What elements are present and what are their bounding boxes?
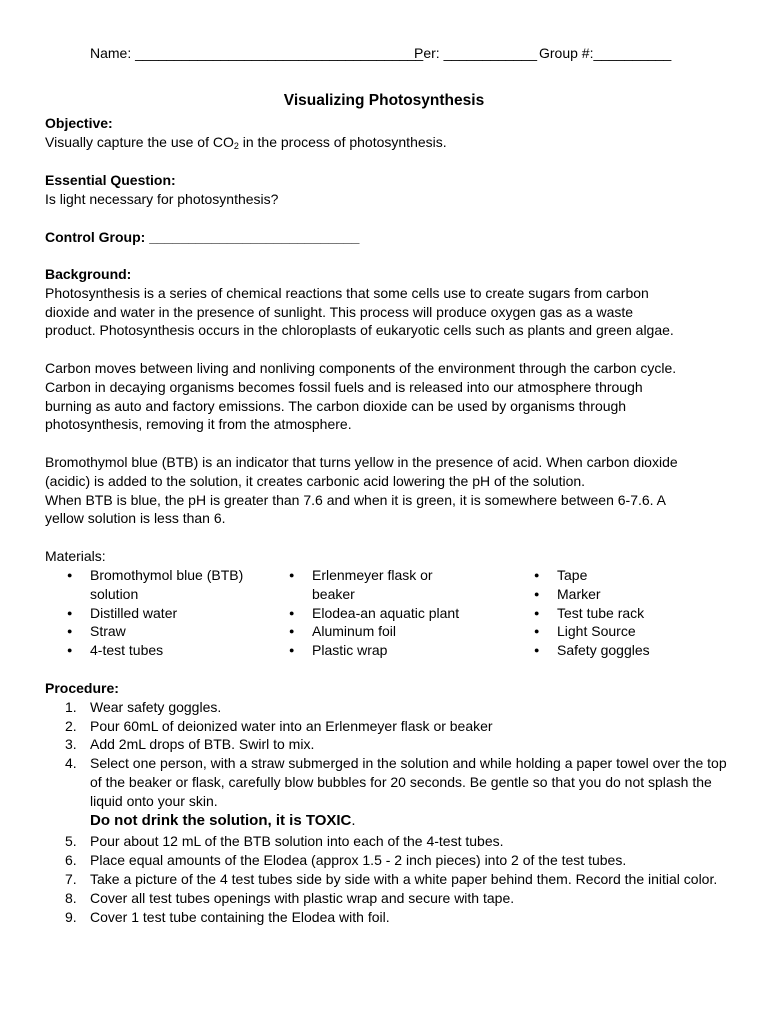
background-section <box>45 265 735 528</box>
list-item: ● Tape <box>512 566 712 585</box>
control-group-label: Control Group: ___________________________ <box>45 229 360 245</box>
background-paragraph-1: Photosynthesis is a series of chemical reactions that some cells use to create sugars from carbon dioxide and water in the presence of sunlight. This process will produce oxygen gas as a waste product. Photosynthesis occurs in the chloroplasts of eukaryotic cells such as plants and green algae. <box>45 284 674 339</box>
group-field: Group #:__________ <box>539 45 672 61</box>
list-item: ● Test tube rack <box>512 604 712 623</box>
procedure-steps-a <box>45 698 735 811</box>
list-item: 2. Pour 60mL of deionized water into an Erlenmeyer flask or beaker <box>65 717 493 734</box>
list-item: 6. Place equal amounts of the Elodea (approx 1.5 - 2 inch pieces) into 2 of the test tubes. <box>65 852 627 869</box>
background-label: Background: <box>45 266 132 282</box>
list-item: ● Bromothymol blue (BTB) solution <box>45 566 275 604</box>
essential-question-text: Is light necessary for photosynthesis? <box>45 190 279 207</box>
objective-section <box>45 114 735 152</box>
list-item: ● Safety goggles <box>512 641 712 660</box>
list-item: 3. Add 2mL drops of BTB. Swirl to mix. <box>65 736 315 753</box>
list-item: ● Distilled water <box>45 604 275 623</box>
list-item: ● Straw <box>45 622 275 641</box>
list-item: 8. Cover all test tubes openings with plastic wrap and secure with tape. <box>65 889 515 906</box>
list-item: ● Plastic wrap <box>267 641 497 660</box>
background-paragraph-2: Carbon moves between living and nonliving components of the environment through the carbon cycle. Carbon in decaying organisms becomes fossil fuels and is released into our atmosphere through burning as auto and factory emissions. The carbon dioxide can be used by organisms through photosynthesis, removing it from the atmosphere. <box>45 359 677 433</box>
objective-label: Objective: <box>45 115 113 131</box>
list-item: 4. Select one person, with a straw submerged in the solution and while holding a paper towel over the top of the beaker or flask, carefully blow bubbles for 20 seconds. Be gentle so that you do not splash the liquid onto your skin. <box>65 755 727 809</box>
essential-question-section <box>45 171 735 209</box>
procedure-section <box>45 679 735 926</box>
page-title: Visualizing Photosynthesis <box>283 92 485 109</box>
objective-text: Visually capture the use of $CO_2$ in the process of photosynthesis. <box>45 133 447 151</box>
procedure-label: Procedure: <box>45 680 119 696</box>
name-field: Name: _____________________________________ <box>90 45 424 61</box>
list-item: 5. Pour about 12 mL of the BTB solution into each of the 4-test tubes. <box>65 833 504 850</box>
materials-column-1 <box>45 566 275 660</box>
list-item: ● Marker <box>512 585 712 604</box>
list-item: ● Erlenmeyer flask or beaker <box>267 566 497 604</box>
materials-column-2 <box>267 566 497 660</box>
procedure-steps-b <box>45 832 735 926</box>
list-item: 7. Take a picture of the 4 test tubes side by side with a white paper behind them. Record the initial color. <box>65 870 718 887</box>
period-field: Per: ____________ <box>414 45 537 61</box>
toxic-warning: Do not drink the solution, it is TOXIC. <box>90 811 356 829</box>
essential-question-label: Essential Question: <box>45 172 176 188</box>
list-item: ● Elodea-an aquatic plant <box>267 604 497 623</box>
materials-column-3 <box>512 566 712 660</box>
list-item: ● Aluminum foil <box>267 622 497 641</box>
list-item: ● 4-test tubes <box>45 641 275 660</box>
materials-label: Materials: <box>45 548 106 564</box>
list-item: 1. Wear safety goggles. <box>65 698 222 715</box>
list-item: 9. Cover 1 test tube containing the Elodea with foil. <box>65 908 390 925</box>
control-group-section <box>45 228 735 247</box>
background-paragraph-3: Bromothymol blue (BTB) is an indicator that turns yellow in the presence of acid. When carbon dioxide (acidic) is added to the solution, it creates carbonic acid lowering the pH of the solution. When BTB is blue, the pH is greater than 7.6 and when it is green, it is somewhere between 6-7.6. A yellow solution is less than 6. <box>45 453 678 527</box>
list-item: ● Light Source <box>512 622 712 641</box>
